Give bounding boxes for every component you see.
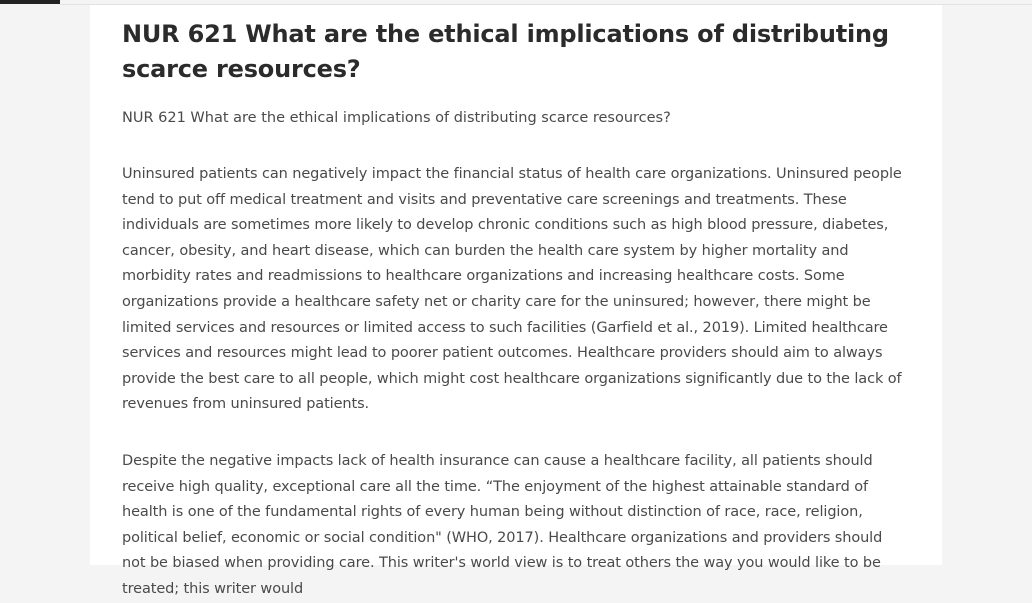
article-paragraph-2: Despite the negative impacts lack of health insurance can cause a healthcare facility, all patients should receive high quality, exceptional care all the time. “The enjoyment of the highest attainable standard of health is one of the fundamental rights of every human being without distinction of race, race, religion, political belief, economic or social condition" (WHO, 2017). Healthcare organizations and providers should not be biased when providing care. This writer's world view is to treat others the way you would like to be treated; this writer would [122,452,883,597]
article-title: NUR 621 What are the ethical implications of distributing scarce resources? [122,20,889,83]
article-card [90,5,942,597]
article-paragraph-1: Uninsured patients can negatively impact the financial status of health care organizations. Uninsured people tend to put off medical treatment and visits and preventative care screenings and treatments. These individuals are sometimes more likely to develop chronic conditions such as high blood pressure, diabetes, cancer, obesity, and heart disease, which can burden the health care system by higher mortality and morbidity rates and readmissions to healthcare organizations and increasing healthcare costs. Some organizations provide a healthcare safety net or charity care for the uninsured; however, there might be limited services and resources or limited access to such facilities (Garfield et al., 2019). Limited healthcare services and resources might lead to poorer patient outcomes. Healthcare providers should aim to always provide the best care to all people, which might cost healthcare organizations significantly due to the lack of revenues from uninsured patients. [122,166,902,413]
article-subtitle: NUR 621 What are the ethical implications of distributing scarce resources? [122,110,671,126]
top-accent-bar [0,0,60,4]
